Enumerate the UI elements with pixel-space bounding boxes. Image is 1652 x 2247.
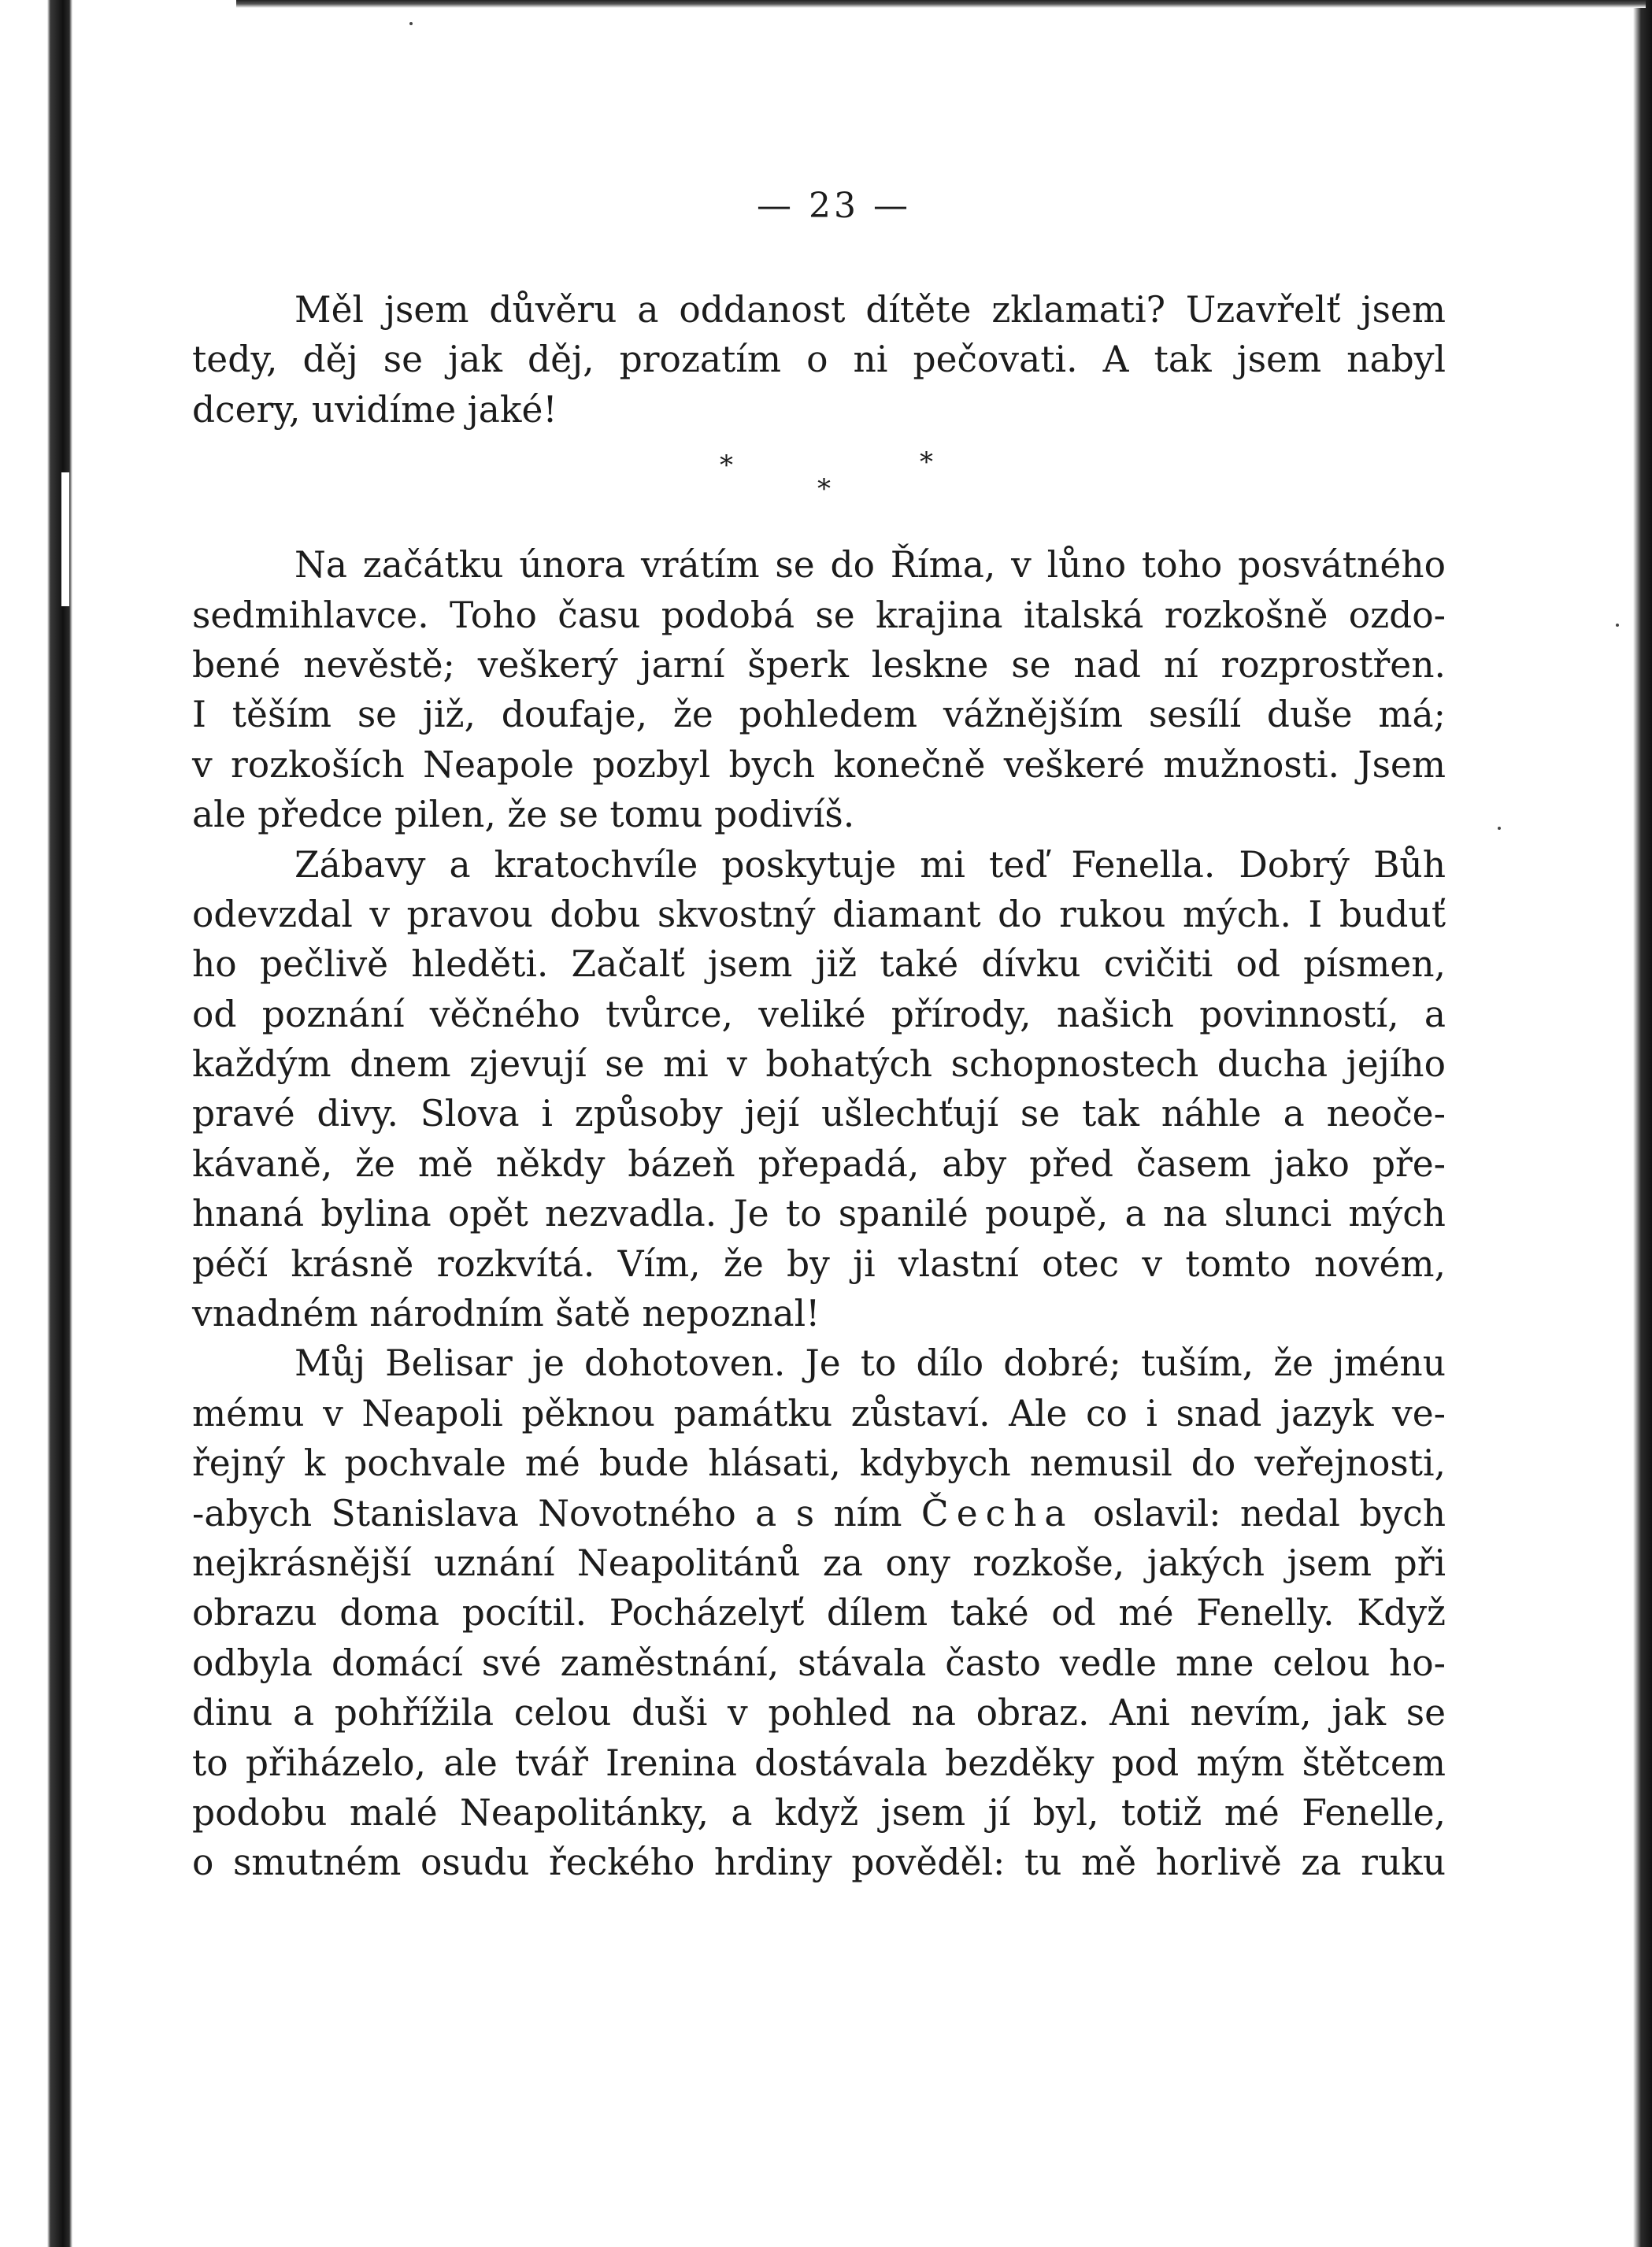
text-line: ho pečlivě hleděti. Začalť jsem již také dívku cvičiti od písmen,: [192, 943, 1446, 986]
text-line: v rozkoších Neapole pozbyl bych konečně veškeré mužnosti. Jsem: [192, 743, 1446, 786]
scan-speck: [1498, 827, 1501, 830]
text-line: mému v Neapoli pěknou památku zůstaví. Ale co i snad jazyk ve-: [192, 1392, 1446, 1434]
scan-speck: [1616, 624, 1619, 627]
text-line: podobu malé Neapolitánky, a když jsem jí byl, totiž mé Fenelle,: [192, 1791, 1446, 1834]
asterisk: *: [817, 473, 831, 505]
text-line: odevzdal v pravou dobu skvostný diamant do rukou mých. I buduť: [192, 893, 1446, 935]
page-binding-edge: [0, 0, 72, 2247]
text-line: ale předce pilen, že se tomu podivíš.: [192, 794, 855, 836]
text-line: Zábavy a kratochvíle poskytuje mi teď Fenella. Dobrý Bůh: [294, 843, 1446, 886]
spaced-word: Čecha: [920, 1492, 1074, 1534]
text-line: bené nevěstě; veškerý jarní šperk leskne se nad ní rozprostřen.: [192, 643, 1446, 686]
text-line: Na začátku února vrátím se do Říma, v lůno toho posvátného: [294, 544, 1446, 587]
text-line: kávaně, že mě někdy bázeň přepadá, aby před časem jako pře-: [192, 1142, 1446, 1185]
binding-notch: [61, 472, 69, 606]
text-line: péčí krásně rozkvítá. Vím, že by ji vlastní otec v tomto novém,: [192, 1242, 1446, 1285]
text-line: od poznání věčného tvůrce, veliké přírody, našich povinností, a: [192, 993, 1446, 1035]
text-line: o smutném osudu řeckého hrdiny pověděl: tu mě horlivě za ruku: [192, 1842, 1446, 1884]
text-line: Měl jsem důvěru a oddanost dítěte zklamati? Uzavřelť jsem: [294, 289, 1446, 331]
text-segment: oslavil: nedal bych: [1073, 1492, 1446, 1534]
text-line: hnaná bylina opět nezvadla. Je to spanilé poupě, a na slunci mých: [192, 1193, 1446, 1235]
text-line: dinu a pohřížila celou duši v pohled na obraz. Ani nevím, jak se: [192, 1692, 1446, 1734]
text-line: odbyla domácí své zaměstnání, stávala často vedle mne celou ho-: [192, 1642, 1446, 1684]
page-number: — 23 —: [757, 186, 911, 226]
section-break-asterism: [192, 435, 1446, 540]
text-segment: -abych Stanislava Novotného a s ním: [192, 1492, 921, 1534]
text-line: nejkrásnější uznání Neapolitánů za ony rozkoše, jakých jsem při: [192, 1542, 1446, 1584]
text-line: dcery, uvidíme jaké!: [192, 388, 557, 431]
text-line: I těším se již, doufaje, že pohledem vážnějším sesílí duše má;: [192, 694, 1446, 736]
text-line: obrazu doma pocítil. Pocházelyť dílem také od mé Fenelly. Když: [192, 1592, 1446, 1634]
page-right-edge: [1633, 0, 1652, 2247]
scan-speck: [409, 22, 413, 25]
asterisk: *: [720, 450, 733, 482]
page-top-edge: [236, 0, 1646, 8]
text-line: pravé divy. Slova i způsoby její ušlechťují se tak náhle a neoče-: [192, 1093, 1446, 1135]
text-line: [192, 1489, 1446, 1538]
text-line: každým dnem zjevují se mi v bohatých schopnostech ducha jejího: [192, 1043, 1446, 1086]
asterisk: *: [920, 446, 933, 479]
text-line: řejný k pochvale mé bude hlásati, kdybych nemusil do veřejnosti,: [192, 1442, 1446, 1485]
body-text: [192, 285, 1446, 1888]
text-line: Můj Belisar je dohotoven. Je to dílo dobré; tuším, že jménu: [294, 1342, 1446, 1385]
text-line: tedy, děj se jak děj, prozatím o ni pečovati. A tak jsem nabyl: [192, 339, 1446, 381]
text-line: sedmihlavce. Toho času podobá se krajina italská rozkošně ozdo-: [192, 594, 1446, 636]
text-line: to přiházelo, ale tvář Irenina dostávala bezděky pod mým štětcem: [192, 1742, 1446, 1784]
text-line: vnadném národním šatě nepoznal!: [192, 1293, 820, 1335]
